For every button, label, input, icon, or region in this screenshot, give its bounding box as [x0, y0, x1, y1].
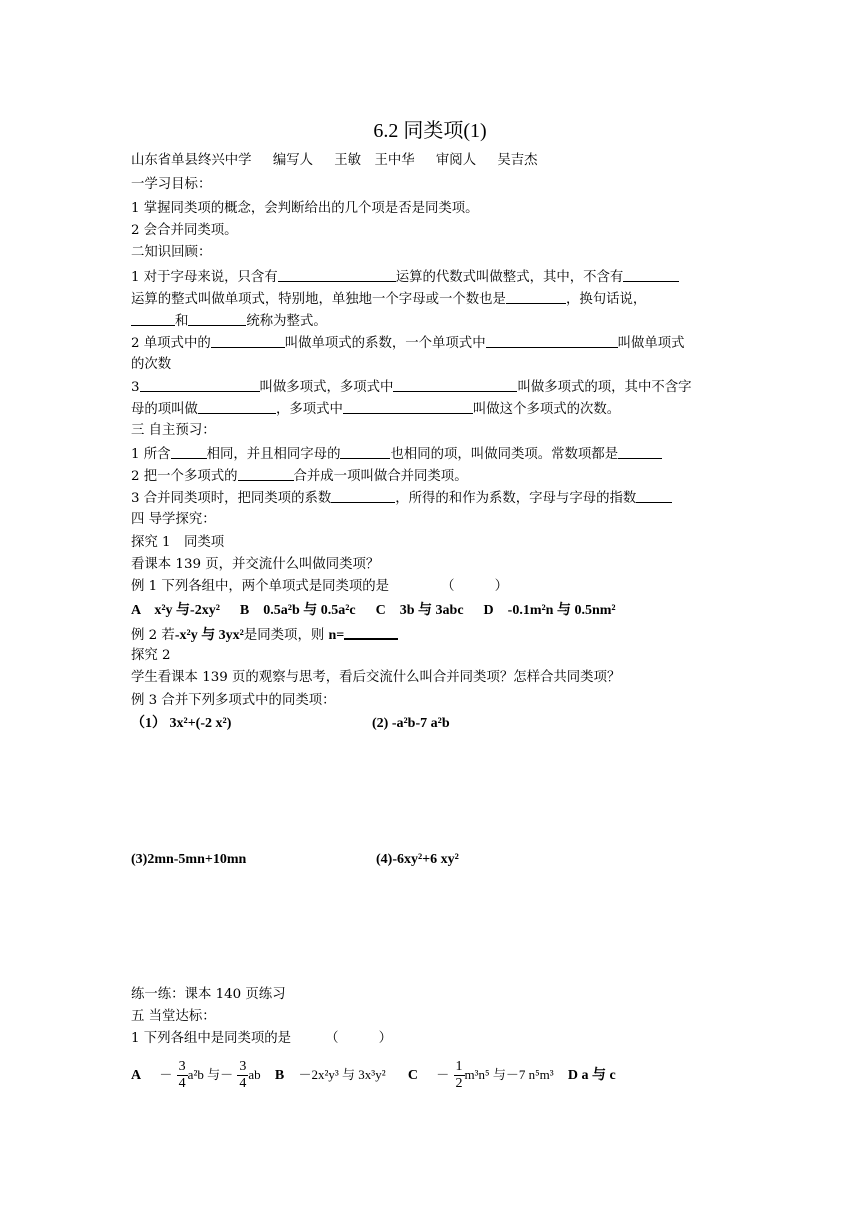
page-title: 6.2 同类项(1) [373, 120, 487, 142]
text: 叫做多项式的项，其中不含字 [517, 380, 692, 395]
text: 叫做单项式 [617, 336, 685, 351]
text: ，换句话说， [565, 292, 647, 307]
answer-paren[interactable]: （ ） [441, 579, 509, 594]
author-line [131, 152, 538, 170]
text: ，多项式中 [275, 402, 343, 417]
reviewer-label: 审阅人 [435, 153, 477, 168]
answer-paren[interactable]: （ ） [325, 1031, 393, 1046]
practice-line: 练一练：课本 140 页练习 [131, 987, 286, 1002]
school-name: 山东省单县终兴中学 [131, 153, 252, 168]
text: 合并成一项叫做合并同类项。 [293, 469, 468, 484]
explore-1-title: 探究 1 同类项 [131, 535, 225, 550]
preview-q2 [131, 467, 468, 486]
option-d[interactable]: D a 与 c [567, 1068, 616, 1083]
preview-q1 [131, 445, 662, 464]
review-q2-line1 [131, 334, 685, 353]
answer-blank[interactable] [198, 400, 276, 414]
section-heading-preview: 三 自主预习： [131, 423, 216, 438]
option-c-text: m³n⁵ 与－7 n⁵m³ [464, 1067, 554, 1082]
answer-blank[interactable] [623, 268, 679, 282]
answer-blank[interactable] [140, 378, 260, 392]
fraction-denominator: 4 [178, 1076, 186, 1091]
option-b[interactable]: B 0.5a²b 与 0.5a²c [239, 603, 356, 618]
answer-blank[interactable] [343, 400, 473, 414]
text: 1 所含 [131, 447, 171, 462]
review-q3-line2 [131, 400, 620, 419]
explore-1-read: 看课本 139 页，并交流什么叫做同类项？ [131, 557, 380, 572]
option-c-label[interactable]: C [407, 1068, 418, 1083]
section-heading-goals: 一学习目标： [131, 177, 212, 192]
math-expression: -x²y 与 3yx² [174, 628, 244, 643]
review-q1-line2 [131, 290, 646, 309]
fraction-numerator: 1 [455, 1059, 463, 1074]
text: 母的项叫做 [131, 402, 198, 417]
answer-blank[interactable] [238, 467, 294, 481]
assessment-q1 [131, 1030, 392, 1048]
problem-4: (4)-6xy²+6 xy² [376, 852, 459, 867]
fraction [177, 1059, 188, 1092]
answer-blank[interactable] [131, 312, 175, 326]
text: 1 对于字母来说，只含有 [131, 270, 278, 285]
example-2 [131, 625, 398, 645]
explore-2-title: 探究 2 [131, 648, 171, 663]
section-heading-review: 二知识回顾： [131, 245, 212, 260]
review-q1-line1 [131, 268, 679, 287]
goal-2: 2 会合并同类项。 [131, 223, 238, 238]
option-c[interactable]: C 3b 与 3abc [375, 603, 464, 618]
section-heading-assessment: 五 当堂达标： [131, 1009, 216, 1024]
option-a-label[interactable]: A [131, 1068, 142, 1083]
answer-blank[interactable] [211, 334, 285, 348]
text: 2 单项式中的 [131, 336, 211, 351]
fraction-numerator: 3 [178, 1059, 186, 1074]
text: 2 把一个多项式的 [131, 469, 238, 484]
answer-blank[interactable] [171, 445, 207, 459]
goal-1: 1 掌握同类项的概念，会判断给出的几个项是否是同类项。 [131, 201, 479, 216]
math-expression: n= [328, 628, 345, 643]
assessment-q1-options: A － $\frac{3}{4}$ a²b 与－ $\frac{3}{4}$ ab B －2x²y³ 与 3x³y² C － $\frac{1}{2}$ m³n⁵ 与－7 n⁵m³ D a 与 c [131, 1059, 616, 1091]
section-heading-explore: 四 导学探究： [131, 512, 216, 527]
explore-2-read: 学生看课本 139 页的观察与思考，看后交流什么叫合并同类项？怎样合共同类项？ [131, 670, 621, 685]
answer-blank[interactable] [340, 445, 390, 459]
text: 3 [131, 380, 140, 395]
fraction-denominator: 4 [239, 1076, 247, 1091]
answer-blank[interactable] [618, 445, 662, 459]
answer-blank[interactable] [393, 378, 517, 392]
review-q2-line2: 的次数 [131, 357, 172, 372]
reviewer-name: 吴吉杰 [497, 153, 538, 168]
fraction [454, 1059, 465, 1092]
text: 相同，并且相同字母的 [206, 447, 341, 462]
text: 叫做单项式的系数，一个单项式中 [284, 336, 486, 351]
answer-blank[interactable] [278, 268, 396, 282]
option-d[interactable]: D -0.1m²n 与 0.5nm² [483, 603, 616, 618]
text: 运算的代数式叫做整式，其中，不含有 [395, 270, 624, 285]
text: ，所得的和作为系数，字母与字母的指数 [395, 491, 637, 506]
option-b-label[interactable]: B [274, 1068, 285, 1083]
answer-blank[interactable] [506, 290, 566, 304]
example-3-question: 例 3 合并下列多项式中的同类项： [131, 693, 336, 708]
answer-blank[interactable] [331, 489, 395, 503]
option-a[interactable]: A x²y 与-2xy² [131, 603, 220, 618]
text: 叫做多项式，多项式中 [259, 380, 394, 395]
fraction [237, 1059, 248, 1092]
text: 例 1 下列各组中，两个单项式是同类项的是 [131, 579, 390, 594]
example-1-options [131, 602, 636, 620]
text: 例 2 若 [131, 628, 175, 643]
option-b-text: －2x²y³ 与 3x³y² [298, 1067, 386, 1082]
problem-2: (2) -a²b-7 a²b [372, 716, 450, 731]
editor-label: 编写人 [272, 153, 313, 168]
option-a-text: ab [248, 1067, 261, 1082]
answer-blank[interactable] [486, 334, 618, 348]
fraction-numerator: 3 [239, 1059, 247, 1074]
problem-1: （1） 3x²+(-2 x²) [131, 716, 232, 731]
answer-blank[interactable] [636, 489, 672, 503]
text: 1 下列各组中是同类项的是 [131, 1031, 292, 1046]
editor-names: 王敏 王中华 [334, 153, 415, 168]
problem-3: (3)2mn-5mn+10mn [131, 852, 247, 867]
example-1-question [131, 578, 508, 596]
option-a-text: a²b 与－ [187, 1067, 234, 1082]
preview-q3 [131, 489, 672, 508]
text: 也相同的项，叫做同类项。常数项都是 [390, 447, 619, 462]
text: 运算的整式叫做单项式，特别地，单独地一个字母或一个数也是 [131, 292, 506, 307]
text: 叫做这个多项式的次数。 [472, 402, 621, 417]
text: 是同类项，则 [243, 628, 325, 643]
text: 和 [175, 314, 189, 329]
review-q3-line1 [131, 378, 692, 397]
review-q1-line3 [131, 312, 327, 331]
text: 3 合并同类项时，把同类项的系数 [131, 491, 332, 506]
answer-blank[interactable] [188, 312, 246, 326]
fraction-denominator: 2 [455, 1076, 463, 1091]
answer-blank[interactable] [344, 625, 398, 640]
text: 统称为整式。 [246, 314, 327, 329]
